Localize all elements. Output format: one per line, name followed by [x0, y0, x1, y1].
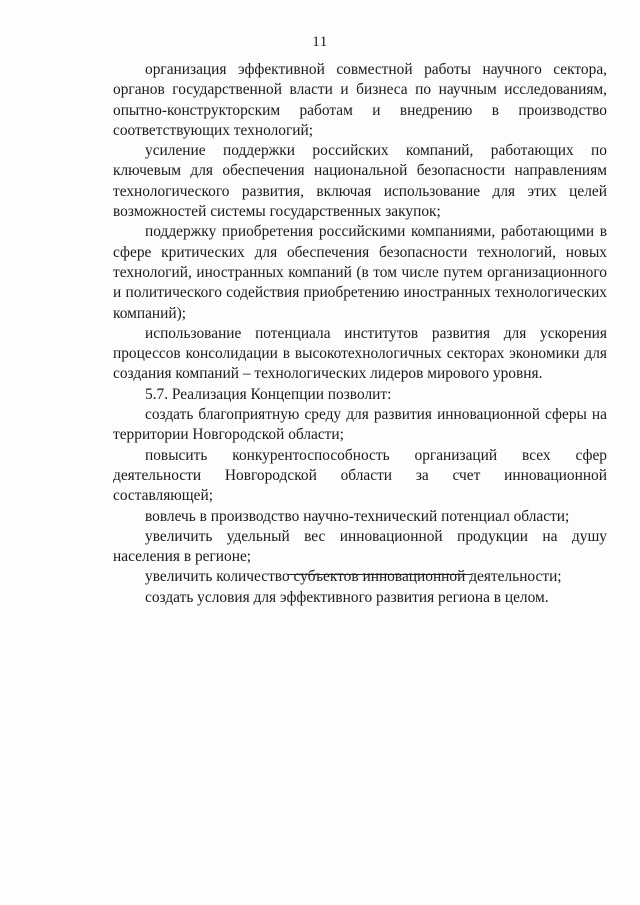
list-item: создать благоприятную среду для развития инновационной сферы на территории Новгородской области;	[113, 406, 607, 444]
list-item: увеличить количество субъектов инновационной деятельности;	[145, 568, 562, 586]
section-heading: 5.7. Реализация Концепции позволит:	[145, 385, 392, 403]
list-item: повысить конкурентоспособность организаций всех сфер деятельности Новгородской области за счет инновационной составляющей;	[113, 446, 607, 505]
list-item: создать условия для эффективного развития региона в целом.	[145, 588, 549, 606]
paragraph: поддержку приобретения российскими компаниями, работающими в сфере критических для обеспечения безопасности технологий, новых технологий, иностранных компаний (в том числе путем организационного и политического содействия приобретению иностранных технологических компаний);	[113, 223, 607, 322]
list-item: вовлечь в производство научно-технический потенциал области;	[145, 507, 570, 525]
document-body	[113, 60, 607, 608]
page-number: 11	[312, 34, 328, 50]
paragraph: организация эффективной совместной работы научного сектора, органов государственной власти и бизнеса по научным исследованиям, опытно-конструкторским работам и внедрению в производство соответствующих технологий;	[113, 61, 607, 139]
list-item: увеличить удельный вес инновационной продукции на душу населения в регионе;	[113, 527, 607, 566]
paragraph: использование потенциала институтов развития для ускорения процессов консолидации в высокотехнологичных секторах экономики для создания компаний – технологических лидеров мирового уровня.	[113, 324, 607, 383]
paragraph: усиление поддержки российских компаний, работающих по ключевым для обеспечения национальной безопасности направлениям технологического развития, включая использование для этих целей возможностей системы государственных закупок;	[113, 142, 607, 221]
end-divider-line	[287, 574, 472, 575]
